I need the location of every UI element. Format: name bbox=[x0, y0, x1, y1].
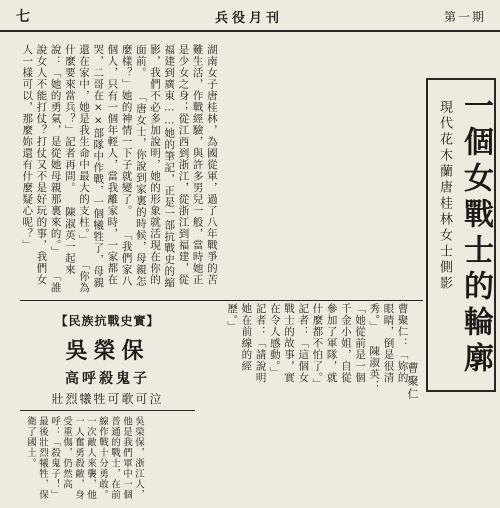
dialogue-4: 陳淑英一起來說：「她的勇氣，是從她母親那裏來的。」 bbox=[49, 44, 76, 276]
article-body-bottom bbox=[225, 303, 409, 393]
headline: 一個女戰士的輪廓 bbox=[458, 90, 493, 378]
inset-body bbox=[24, 416, 192, 500]
page-header bbox=[0, 0, 500, 32]
inset-divider bbox=[20, 410, 195, 411]
dialogue-1: 「唐女士，你說到家裏的時候，母親怎麼樣？」她的神情一下子就變了。 bbox=[120, 44, 147, 287]
inset-headline-1: 高呼殺鬼子 bbox=[65, 371, 150, 387]
lower-2: 陳淑英：「她從前是一個千金小姐，自從參加了軍隊，就什麼都不怕了。」 bbox=[311, 303, 381, 392]
dialogue-3: 「你為什麼要來當兵？」記者再問。 bbox=[63, 44, 91, 294]
headline-box bbox=[426, 78, 496, 392]
publication-title: 兵役月刊 bbox=[215, 11, 284, 26]
inset-text: 吳榮保，浙江人，他是我們軍中一個普通的戰士，在前線作戰十分勇敢。一次敵人來襲，他一人奮勇殺敵，身受重傷，仍然高呼：「殺鬼子！」最後壯烈犧牲，保衛了國土。 bbox=[25, 416, 144, 500]
inset-story bbox=[20, 310, 195, 500]
section-divider bbox=[20, 300, 423, 301]
inset-title: 吳榮保 bbox=[65, 338, 150, 364]
subheadline: 現代花木蘭唐桂林女士側影 bbox=[437, 100, 452, 292]
dialogue-5: 「誰說女人不能打仗？打仗又不是好玩的事，我們女人一樣可以，那麼妳還有什麼疑心呢？」 bbox=[21, 44, 62, 294]
article-body-top bbox=[20, 44, 420, 296]
article-columns bbox=[20, 44, 219, 296]
article-columns-lower bbox=[225, 303, 410, 393]
lower-4: 記者：「請說明她在前線的經歷。」 bbox=[226, 303, 267, 384]
page-number: 七 bbox=[16, 9, 30, 25]
inset-section-label: 【民族抗戰史實】 bbox=[55, 314, 160, 328]
inset-headline-2: 壯烈犧牲可歌可泣 bbox=[51, 392, 164, 406]
issue-label: 第一期 bbox=[443, 10, 486, 24]
dialogue-2: 「我們家八個人，只有一個年輕人，當我離家時，一家都在哭，二哥在××部隊中作戰，一個犧牲了，母親還在家中，她是我生命中最大的支柱。」 bbox=[78, 44, 133, 289]
lower-3: 記者：「這個女戰士的故事，實在令人感動。」 bbox=[268, 303, 310, 384]
author-byline: 曹聚仁 bbox=[406, 362, 419, 401]
lower-1: 曹聚仁：「妳的眼睛，倒是很清秀。」 bbox=[368, 303, 409, 384]
article-lead: 湖南女子唐桂林，為國從軍，過了八年戰爭的苦難生活，作戰經驗，與許多男兒一般，當時她正是少女之身；從江西到浙江，從浙江到福建，從福建到廣東……她的筆記，正是一部抗戰史的縮影，我們不必多加說明，她的形象就活現在你的面前。 bbox=[134, 44, 218, 289]
